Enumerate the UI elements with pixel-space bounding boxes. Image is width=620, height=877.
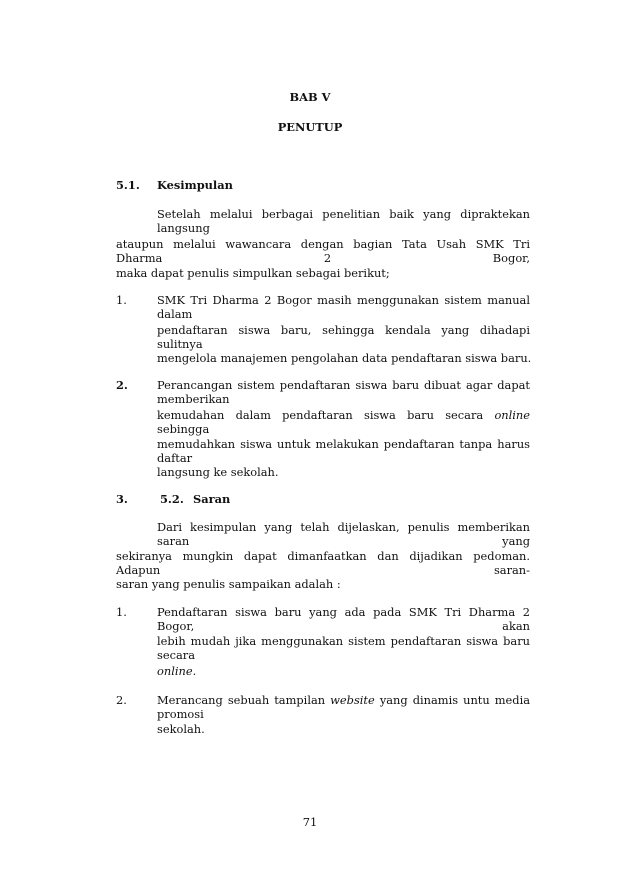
list-number: 1.: [116, 605, 127, 619]
list-item-line: Pendaftaran siswa baru yang ada pada SMK Tri Dharma 2 Bogor, akan: [157, 605, 530, 633]
emphasis-text: online: [494, 408, 530, 422]
emphasis-text: online: [157, 664, 193, 678]
list-number: 2.: [116, 693, 127, 707]
list-item-line: langsung ke sekolah.: [157, 465, 279, 479]
list-number: 2.: [116, 378, 128, 392]
paragraph-line: Setelah melalui berbagai penelitian baik yang dipraktekan langsung: [157, 207, 530, 235]
chapter-title: PENUTUP: [277, 120, 343, 134]
list-item-line: mengelola manajemen pengolahan data pendaftaran siswa baru.: [157, 351, 532, 365]
list-item-line: [157, 664, 530, 678]
paragraph-line: saran yang penulis sampaikan adalah :: [116, 577, 341, 591]
section-number: 5.2.: [160, 492, 184, 506]
chapter-label: BAB V: [289, 90, 331, 104]
list-number: 1.: [116, 293, 127, 307]
text-segment: Merancang sebuah tampilan: [157, 693, 326, 707]
list-item-line: SMK Tri Dharma 2 Bogor masih menggunakan sistem manual dalam: [157, 293, 530, 321]
section-number: 5.1.: [116, 178, 140, 192]
text-segment: sebingga: [157, 422, 210, 436]
text-segment: kemudahan dalam pendaftaran siswa baru secara: [157, 408, 484, 422]
emphasis-text: website: [330, 693, 375, 707]
paragraph-line: maka dapat penulis simpulkan sebagai berikut;: [116, 266, 390, 280]
text-segment: .: [192, 664, 197, 678]
section-heading: Kesimpulan: [157, 178, 233, 192]
list-item-line: [157, 408, 530, 436]
paragraph-line: ataupun melalui wawancara dengan bagian Tata Usah SMK Tri Dharma 2 Bogor,: [116, 237, 530, 265]
list-item-line: pendaftaran siswa baru, sehingga kendala yang dihadapi sulitnya: [157, 323, 530, 351]
list-item-line: [157, 693, 530, 721]
text-segment: yang dinamis untu media promosi: [157, 693, 531, 721]
list-item-line: Perancangan sistem pendaftaran siswa baru dibuat agar dapat memberikan: [157, 378, 530, 406]
list-number: 3.: [116, 492, 128, 506]
list-item-line: lebih mudah jika menggunakan sistem pendaftaran siswa baru secara: [157, 634, 530, 662]
paragraph-line: sekiranya mungkin dapat dimanfaatkan dan dijadikan pedoman. Adapun saran-: [116, 549, 530, 577]
section-heading: Saran: [193, 492, 231, 506]
list-item-line: sekolah.: [157, 722, 205, 736]
list-item-line: memudahkan siswa untuk melakukan pendaftaran tanpa harus daftar: [157, 437, 530, 465]
paragraph-line: Dari kesimpulan yang telah dijelaskan, penulis memberikan saran yang: [157, 520, 530, 548]
page-number: 71: [302, 815, 318, 829]
